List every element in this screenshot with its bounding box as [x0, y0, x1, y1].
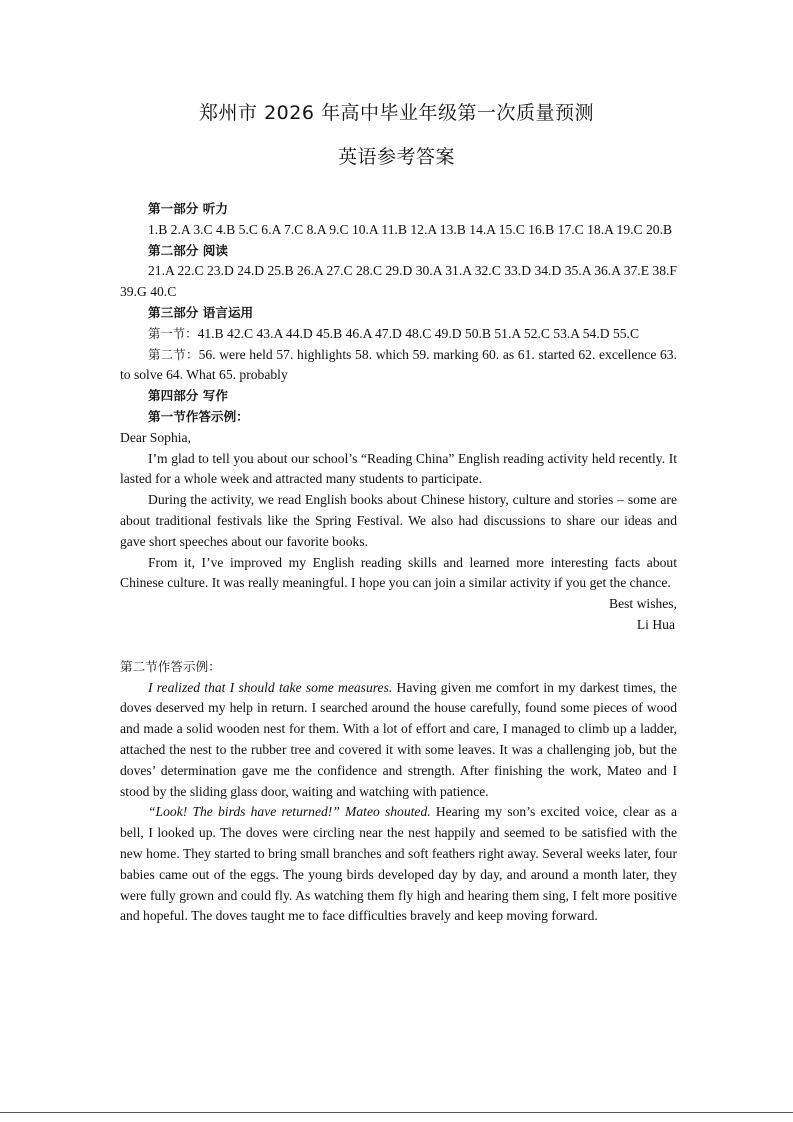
- part3-section1-label: 第一节：: [148, 325, 198, 341]
- letter-greeting: Dear Sophia,: [120, 429, 191, 445]
- page-title: 郑州市 2026 年高中毕业年级第一次质量预测: [199, 102, 594, 124]
- page-bottom-rule: [0, 1112, 793, 1113]
- story-paragraph-2-lead: “Look! The birds have returned!” Mateo shouted.: [148, 804, 431, 820]
- story-paragraph-1-lead: I realized that I should take some measures.: [148, 679, 393, 695]
- answer-body: [120, 199, 677, 927]
- part3-heading: 第三部分 语言运用: [148, 304, 254, 320]
- letter-paragraph-3: From it, I’ve improved my English reading skills and learned more interesting facts about Chinese culture. It was really meaningful. I hope you can join a similar activity if you get the chance.: [120, 554, 677, 591]
- part4-section1-heading: 第一节作答示例：: [148, 408, 249, 424]
- part1-heading: 第一部分 听力: [148, 201, 228, 216]
- story-paragraph-1-body: Having given me comfort in my darkest times, the doves deserved my help in return. I searched around the house carefully, found some pieces of wood and made a solid wooden nest for them. With a lot of effort and care, I managed to climb up a ladder, attached the nest to the rubber tree and covered it with some leaves. It was a challenging job, but the doves’ determination gave me the confidence and strength. After finishing the work, Mateo and I stood by the sliding glass door, waiting and watching with patience.: [120, 679, 677, 799]
- part3-section2: [120, 345, 677, 387]
- part3-section2-label: 第二节：: [148, 346, 199, 362]
- part4-section2-heading: 第二节作答示例：: [120, 658, 221, 674]
- part1-answers: 1.B 2.A 3.C 4.B 5.C 6.A 7.C 8.A 9.C 10.A 11.B 12.A 13.B 14.A 15.C 16.B 17.C 18.A 19.C 20.B: [148, 221, 673, 237]
- letter-signature: Li Hua: [636, 616, 675, 632]
- story-paragraph-2: [120, 802, 677, 927]
- story-paragraph-2-body: Hearing my son’s excited voice, clear as a bell, I looked up. The doves were circling near the nest happily and seemed to be satisfied with the new home. They started to bring small branches and soft feathers right away. Several weeks later, four babies came out of the eggs. The young birds developed day by day, and around a month later, they were fully grown and could fly. As watching them fly high and hearing them sing, I felt more positive and hopeful. The doves taught me to face difficulties bravely and keep moving forward.: [120, 804, 677, 924]
- part2-heading: 第二部分 阅读: [148, 242, 228, 258]
- part3-section1-answers: 41.B 42.C 43.A 44.D 45.B 46.A 47.D 48.C 49.D 50.B 51.A 52.C 53.A 54.D 55.C: [197, 325, 640, 341]
- page-subtitle: 英语参考答案: [337, 146, 455, 168]
- part4-heading: 第四部分 写作: [148, 388, 228, 404]
- letter-closing: Best wishes,: [609, 596, 677, 612]
- section-spacer: [120, 636, 677, 657]
- part2-answers: 21.A 22.C 23.D 24.D 25.B 26.A 27.C 28.C 29.D 30.A 31.A 32.C 33.D 34.D 35.A 36.A 37.E 38.F 39.G 40.C: [120, 263, 677, 300]
- story-paragraph-1: [120, 678, 677, 803]
- part3-section1: [120, 324, 677, 345]
- letter-paragraph-1: I’m glad to tell you about our school’s “Reading China” English reading activity held recently. It lasted for a whole week and attracted many students to participate.: [120, 450, 677, 487]
- part3-section2-answers: 56. were held 57. highlights 58. which 59. marking 60. as 61. started 62. excellence 63. to solve 64. What 65. probably: [120, 346, 677, 383]
- letter-paragraph-2: During the activity, we read English books about Chinese history, culture and stories – some are about traditional festivals like the Spring Festival. We also had discussions to share our ideas and gave short speeches about our favorite books.: [120, 492, 677, 549]
